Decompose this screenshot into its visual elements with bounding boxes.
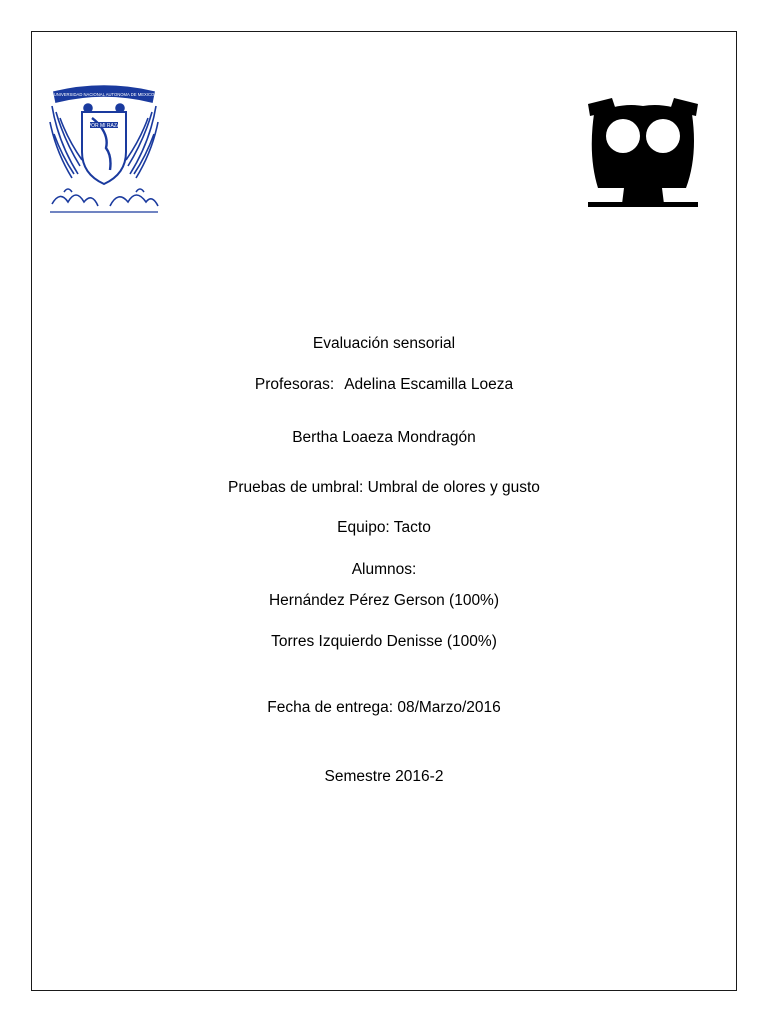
- students-label: Alumnos:: [351, 561, 417, 578]
- professor-2: Bertha Loaeza Mondragón: [292, 429, 476, 446]
- course-title: Evaluación sensorial: [312, 335, 456, 352]
- team-name: Equipo: Tacto: [337, 519, 431, 536]
- fq-owl-icon: [586, 96, 700, 214]
- semester: Semestre 2016-2: [324, 768, 444, 785]
- practice-title: Pruebas de umbral: Umbral de olores y gusto: [228, 479, 540, 496]
- professors-label: Profesoras:: [254, 376, 335, 393]
- professors-line: [31, 375, 737, 395]
- student-item: Hernández Pérez Gerson (100%): [268, 592, 500, 609]
- student-item: Torres Izquierdo Denisse (100%): [271, 633, 497, 650]
- unam-seal-icon: [48, 82, 160, 218]
- unam-banner-text: UNIVERSIDAD NACIONAL AUTONOMA DE MEXICO: [53, 92, 155, 97]
- unam-motto: POR MI RAZA: [87, 123, 121, 129]
- professor-1: Adelina Escamilla Loeza: [344, 376, 514, 393]
- due-date: Fecha de entrega: 08/Marzo/2016: [267, 699, 501, 716]
